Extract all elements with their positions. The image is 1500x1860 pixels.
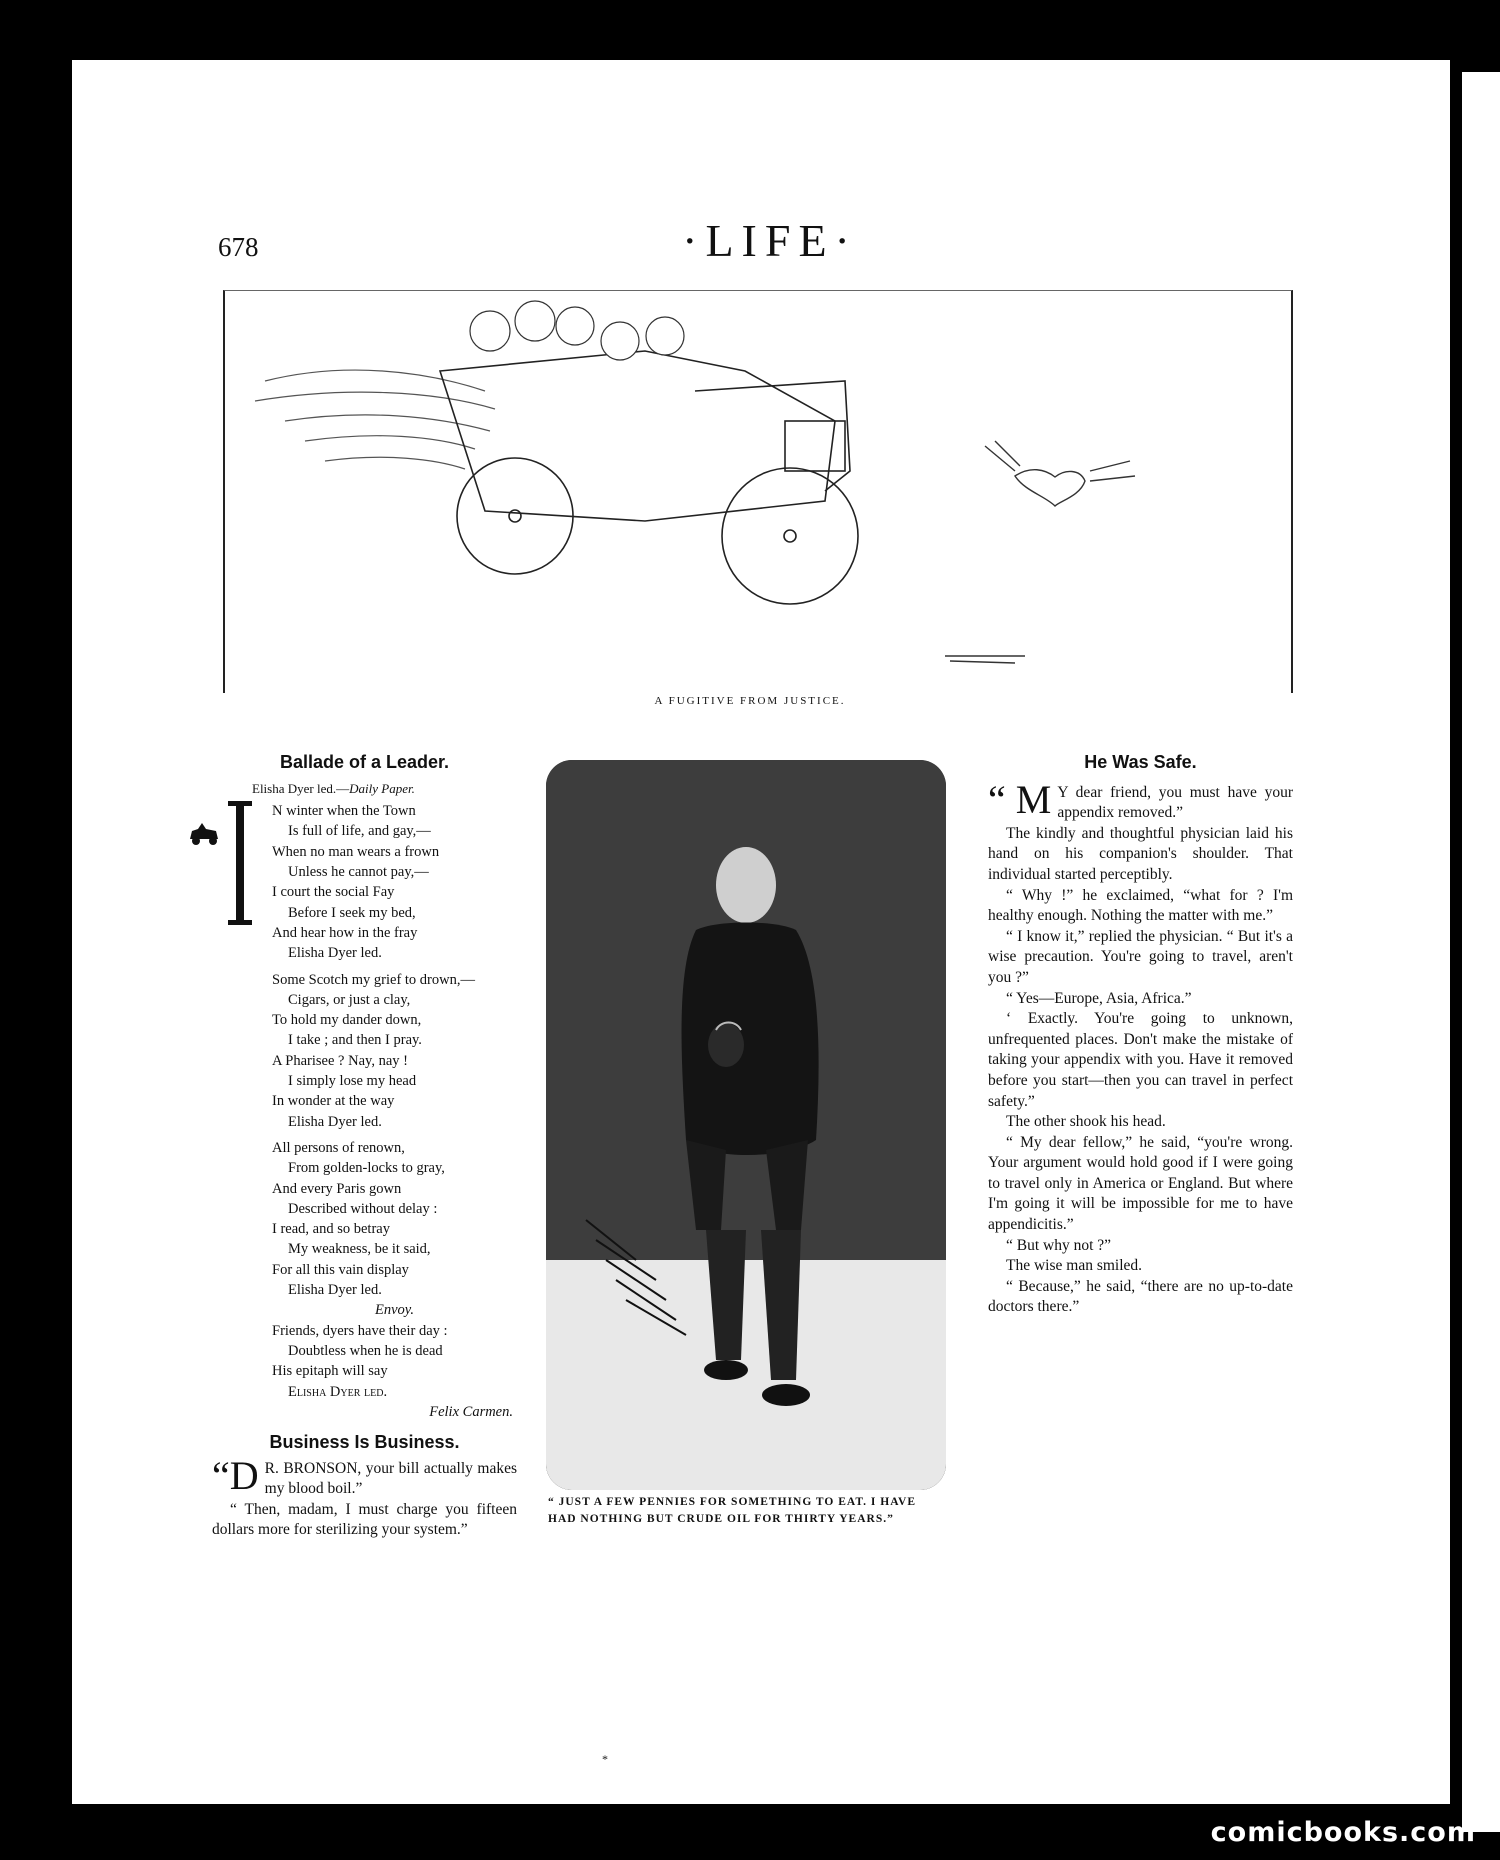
safe-paragraph: “ Because,” he said, “there are no up-to-date doctors there.” bbox=[988, 1277, 1293, 1316]
envoy-line: Elisha Dyer led. bbox=[288, 1383, 388, 1400]
stanza2-line: Cigars, or just a clay, bbox=[288, 991, 411, 1008]
safe-paragraph: The other shook his head. bbox=[1006, 1113, 1166, 1131]
safe-paragraph: ‘ Exactly. You're going to unknown, unfrequented places. Don't make the mistake of taking your appendix with you. Have it removed before you start—then you can travel in perfect safety.” bbox=[988, 1010, 1293, 1110]
safe-paragraph: The kindly and thoughtful physician laid his hand on his companion's shoulder. That individual started perceptibly. bbox=[988, 824, 1293, 883]
envoy-label: Envoy. bbox=[374, 1302, 415, 1319]
envoy-line: His epitaph will say bbox=[272, 1363, 388, 1380]
beggar-illustration bbox=[546, 760, 946, 1490]
ballade-title: Ballade of a Leader. bbox=[279, 752, 450, 772]
footer-mark: * bbox=[602, 1752, 608, 1766]
ballade-signature: Felix Carmen. bbox=[429, 1403, 513, 1420]
stanza1-line: And hear how in the fray bbox=[272, 924, 418, 941]
stanza1-line: Is full of life, and gay,— bbox=[288, 823, 431, 840]
stanza1-line: N winter when the Town bbox=[272, 803, 416, 820]
stanza3-line: Described without delay : bbox=[288, 1200, 438, 1217]
beggar-caption: “ JUST A FEW PENNIES FOR SOMETHING TO EAT. I HAVE HAD NOTHING BUT CRUDE OIL FOR THIRTY YEARS.” bbox=[548, 1496, 916, 1525]
stanza2-line: To hold my dander down, bbox=[272, 1012, 422, 1029]
stanza1-line: I court the social Fay bbox=[272, 884, 395, 901]
left-column bbox=[212, 752, 517, 1541]
business-paragraph: “ Then, madam, I must charge you fifteen dollars more for sterilizing your system.” bbox=[212, 1500, 517, 1539]
safe-paragraph: Y dear friend, you must have your appendix removed.” bbox=[1057, 783, 1293, 822]
safe-title: He Was Safe. bbox=[1084, 752, 1197, 772]
ballade-poem bbox=[212, 801, 517, 1422]
envoy-line: Doubtless when he is dead bbox=[288, 1342, 443, 1359]
business-text bbox=[212, 1452, 517, 1541]
stanza2-line: In wonder at the way bbox=[272, 1093, 395, 1110]
stanza3-line: My weakness, be it said, bbox=[288, 1241, 431, 1258]
safe-paragraph: “ My dear fellow,” he said, “you're wrong. Your argument would hold good if I were going to travel only in America or England. But where I'm going it will be impossible for me to have appendicitis.” bbox=[988, 1133, 1293, 1234]
business-paragraph: R. BRONSON, your bill actually makes my blood boil.” bbox=[264, 1459, 517, 1498]
page-number: 678 bbox=[218, 232, 259, 262]
safe-dropcap: “ M bbox=[988, 776, 1052, 822]
illustration-caption: A FUGITIVE FROM JUSTICE. bbox=[654, 695, 846, 707]
safe-paragraph: “ But why not ?” bbox=[1006, 1236, 1112, 1254]
stanza3-line: And every Paris gown bbox=[272, 1180, 402, 1197]
byline-text: Elisha Dyer led.— bbox=[252, 780, 350, 796]
stanza2-line: Elisha Dyer led. bbox=[288, 1113, 382, 1130]
stanza1-line: Elisha Dyer led. bbox=[288, 945, 382, 962]
carriage-icon bbox=[188, 821, 222, 847]
stanza3-line: Elisha Dyer led. bbox=[288, 1282, 382, 1299]
stanza3-line: From golden-locks to gray, bbox=[288, 1160, 445, 1177]
adjacent-page-edge bbox=[1462, 72, 1500, 1832]
right-column bbox=[988, 752, 1293, 1318]
dropcap-i-icon bbox=[228, 801, 252, 925]
stanza2-line: I take ; and then I pray. bbox=[288, 1032, 422, 1049]
stanza2-line: Some Scotch my grief to drown,— bbox=[272, 971, 475, 988]
byline-source: Daily Paper. bbox=[349, 780, 415, 796]
stanza1-line: Before I seek my bed, bbox=[288, 904, 416, 921]
stanza1-line: Unless he cannot pay,— bbox=[288, 864, 429, 881]
safe-paragraph: “ Why !” he exclaimed, “what for ? I'm healthy enough. Nothing the matter with me.” bbox=[988, 886, 1293, 925]
stanza2-line: I simply lose my head bbox=[288, 1073, 417, 1090]
stanza1-line: When no man wears a frown bbox=[272, 843, 440, 860]
safe-paragraph: “ I know it,” replied the physician. “ But it's a wise precaution. You're going to travel, aren't you ?” bbox=[988, 927, 1293, 986]
car-with-cupids-drawing bbox=[225, 291, 1291, 693]
ballade-byline bbox=[212, 779, 517, 800]
masthead: ·LIFE· bbox=[682, 215, 858, 266]
envoy-line: Friends, dyers have their day : bbox=[272, 1322, 448, 1339]
old-beggar-drawing bbox=[546, 760, 946, 1490]
site-watermark: comicbooks.com bbox=[1210, 1817, 1476, 1848]
stanza3-line: All persons of renown, bbox=[272, 1139, 405, 1156]
stanza2-line: A Pharisee ? Nay, nay ! bbox=[272, 1052, 408, 1069]
stanza3-line: For all this vain display bbox=[272, 1261, 409, 1278]
business-dropcap: “D bbox=[212, 1452, 259, 1498]
safe-paragraph: The wise man smiled. bbox=[1006, 1257, 1143, 1275]
top-illustration bbox=[223, 290, 1293, 693]
safe-paragraph: “ Yes—Europe, Asia, Africa.” bbox=[1006, 989, 1192, 1007]
business-title: Business Is Business. bbox=[269, 1432, 460, 1453]
stanza3-line: I read, and so betray bbox=[272, 1221, 390, 1238]
